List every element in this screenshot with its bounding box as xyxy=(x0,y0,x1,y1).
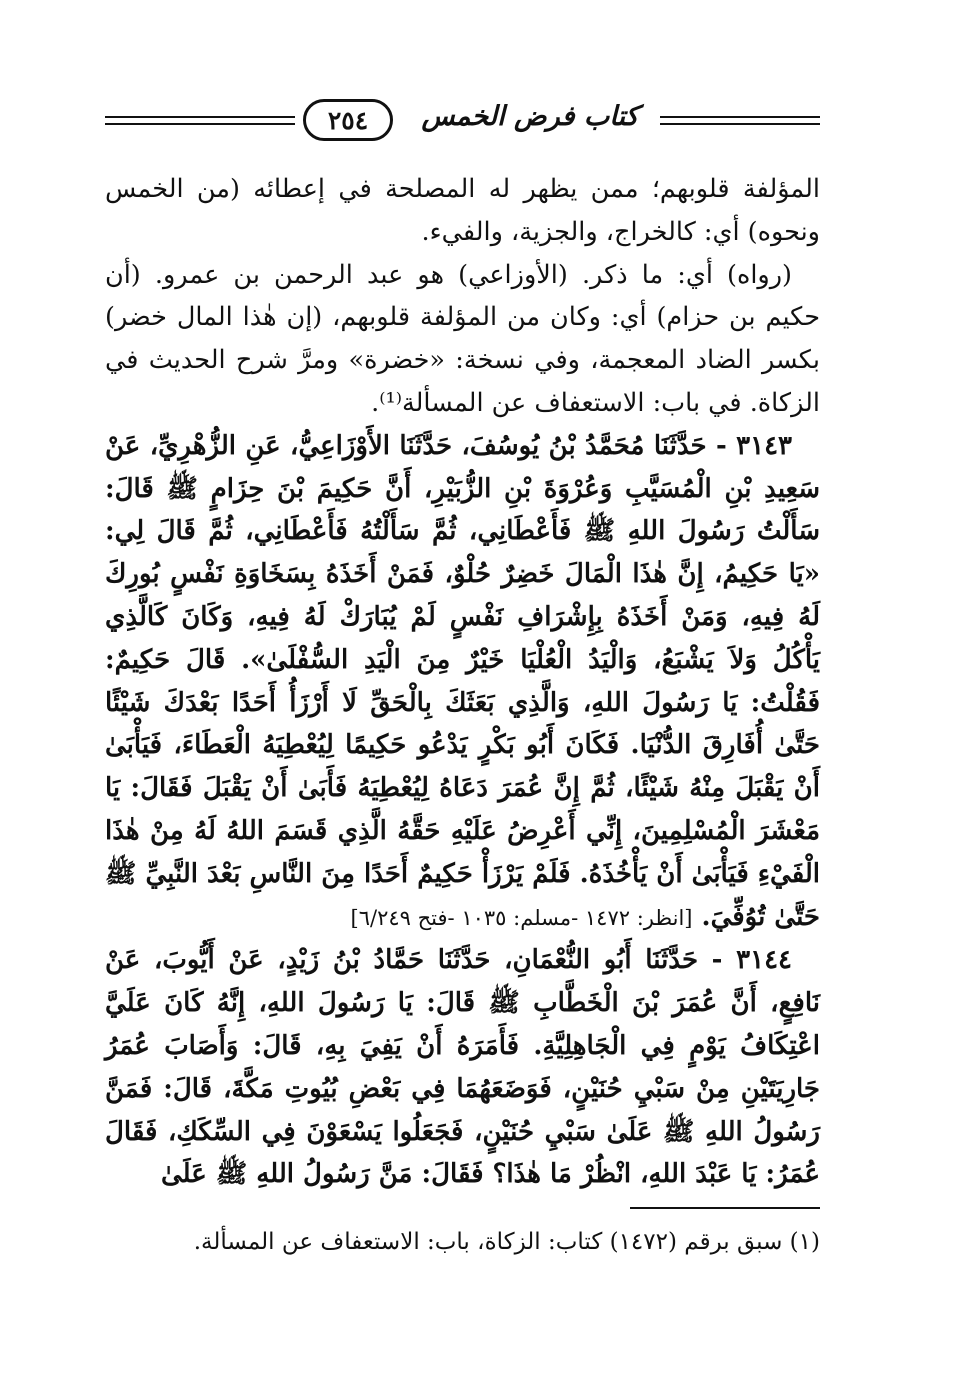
header-rule xyxy=(660,123,820,125)
commentary-paragraph: المؤلفة قلوبهم؛ ممن يظهر له المصلحة في إعطائه (من الخمس ونحوه) أي: كالخراج، والجزية، والفيء. xyxy=(105,174,820,247)
hadith-3144 xyxy=(105,939,820,1196)
hadith-text: ٣١٤٣ - حَدَّثَنَا مُحَمَّدُ بْنُ يُوسُفَ، حَدَّثَنَا الأَوْزَاعِيُّ، عَنِ الزُّهْرِيِّ، عَنْ سَعِيدِ بْنِ الْمُسَيَّبِ وَعُرْوَةَ بْنِ الزُّبَيْرِ، أَنَّ حَكِيمَ بْنَ حِزَامٍ ﷺ قَالَ: سَأَلْتُ رَسُولَ اللهِ ﷺ فَأَعْطَانِي، ثُمَّ سَأَلْتُهُ فَأَعْطَانِي، ثُمَّ قَالَ لِي: «يَا حَكِيمُ، إِنَّ هٰذَا الْمَالَ خَضِرٌ حُلْوٌ، فَمَنْ أَخَذَهُ بِسَخَاوَةِ نَفْسٍ بُورِكَ لَهُ فِيهِ، وَمَنْ أَخَذَهُ بِإِشْرَافِ نَفْسٍ لَمْ يُبَارَكْ لَهُ فِيهِ، وَكَانَ كَالَّذِي يَأْكُلُ وَلاَ يَشْبَعُ، وَالْيَدُ الْعُلْيَا خَيْرٌ مِنَ الْيَدِ السُّفْلَىٰ». قَالَ حَكِيمٌ: فَقُلْتُ: يَا رَسُولَ اللهِ، وَالَّذِي بَعَثَكَ بِالْحَقِّ لَا أَرْزَأُ أَحَدًا بَعْدَكَ شَيْئًا حَتَّىٰ أُفَارِقَ الدُّنْيَا. فَكَانَ أَبُو بَكْرٍ يَدْعُو حَكِيمًا لِيُعْطِيَهُ الْعَطَاءَ، فَيَأْبَىٰ أَنْ يَقْبَلَ مِنْهُ شَيْئًا، ثُمَّ إِنَّ عُمَرَ دَعَاهُ لِيُعْطِيَهُ فَأَبَىٰ أَنْ يَقْبَلَ فَقَالَ: يَا مَعْشَرَ الْمُسْلِمِينَ، إِنِّي أَعْرِضُ عَلَيْهِ حَقَّهُ الَّذِي قَسَمَ اللهُ لَهُ مِنْ هٰذَا الْفَيْءِ فَيَأْبَىٰ أَنْ يَأْخُذَهُ. فَلَمْ يَرْزَأْ حَكِيمٌ أَحَدًا مِنَ النَّاسِ بَعْدَ النَّبِيِّ ﷺ حَتَّىٰ تُوُفِّيَ. xyxy=(105,430,820,932)
hadith-text: ٣١٤٤ - حَدَّثَنَا أَبُو النُّعْمَانِ، حَدَّثَنَا حَمَّادُ بْنُ زَيْدٍ، عَنْ أَيُّوبَ، عَنْ نَافِعٍ، أَنَّ عُمَرَ بْنَ الْخَطَّابِ ﷺ قَالَ: يَا رَسُولَ اللهِ، إِنَّهُ كَانَ عَلَيَّ اعْتِكَافُ يَوْمٍ فِي الْجَاهِلِيَّةِ. فَأَمَرَهُ أَنْ يَفِيَ بِهِ، قَالَ: وَأَصَابَ عُمَرُ جَارِيَتَيْنِ مِنْ سَبْيِ حُنَيْنٍ، فَوَضَعَهُمَا فِي بَعْضِ بُيُوتِ مَكَّةَ، قَالَ: فَمَنَّ رَسُولُ اللهِ ﷺ عَلَىٰ سَبْيِ حُنَيْنٍ، فَجَعَلُوا يَسْعَوْنَ فِي السِّكَكِ، فَقَالَ عُمَرُ: يَا عَبْدَ اللهِ، انْظُرْ مَا هٰذَا؟ فَقَالَ: مَنَّ رَسُولُ اللهِ ﷺ عَلَىٰ xyxy=(105,945,820,1190)
commentary-paragraph: (رواه) أي: ما ذكر. (الأوزاعي) هو عبد الرحمن بن عمرو. (أن حكيم بن حزام) أي: وكان من المؤلفة قلوبهم، (إن هٰذا المال خضر) بكسر الضاد المعجمة، وفي نسخة: «خضرة» ومرَّ شرح الحديث في الزكاة. في باب: الاستعفاف عن المسألة⁽¹⁾. xyxy=(105,259,820,418)
header-rule xyxy=(105,123,295,125)
hadith-3143 xyxy=(105,425,820,940)
header-rule xyxy=(105,116,295,118)
footnote-divider xyxy=(630,1207,820,1209)
page-number: ٢٥٤ xyxy=(303,99,393,141)
footnote: (١) سبق برقم (١٤٧٢) كتاب: الزكاة، باب: الاستعفاف عن المسألة. xyxy=(193,1229,820,1255)
header-rule xyxy=(660,116,820,118)
book-title: كتاب فرض الخمس xyxy=(421,101,639,132)
page-header xyxy=(105,96,820,146)
main-text xyxy=(105,168,820,1196)
hadith-reference: [انظر: ١٤٧٢ -مسلم: ١٠٣٥ -فتح ٦/٢٤٩] xyxy=(350,905,693,930)
